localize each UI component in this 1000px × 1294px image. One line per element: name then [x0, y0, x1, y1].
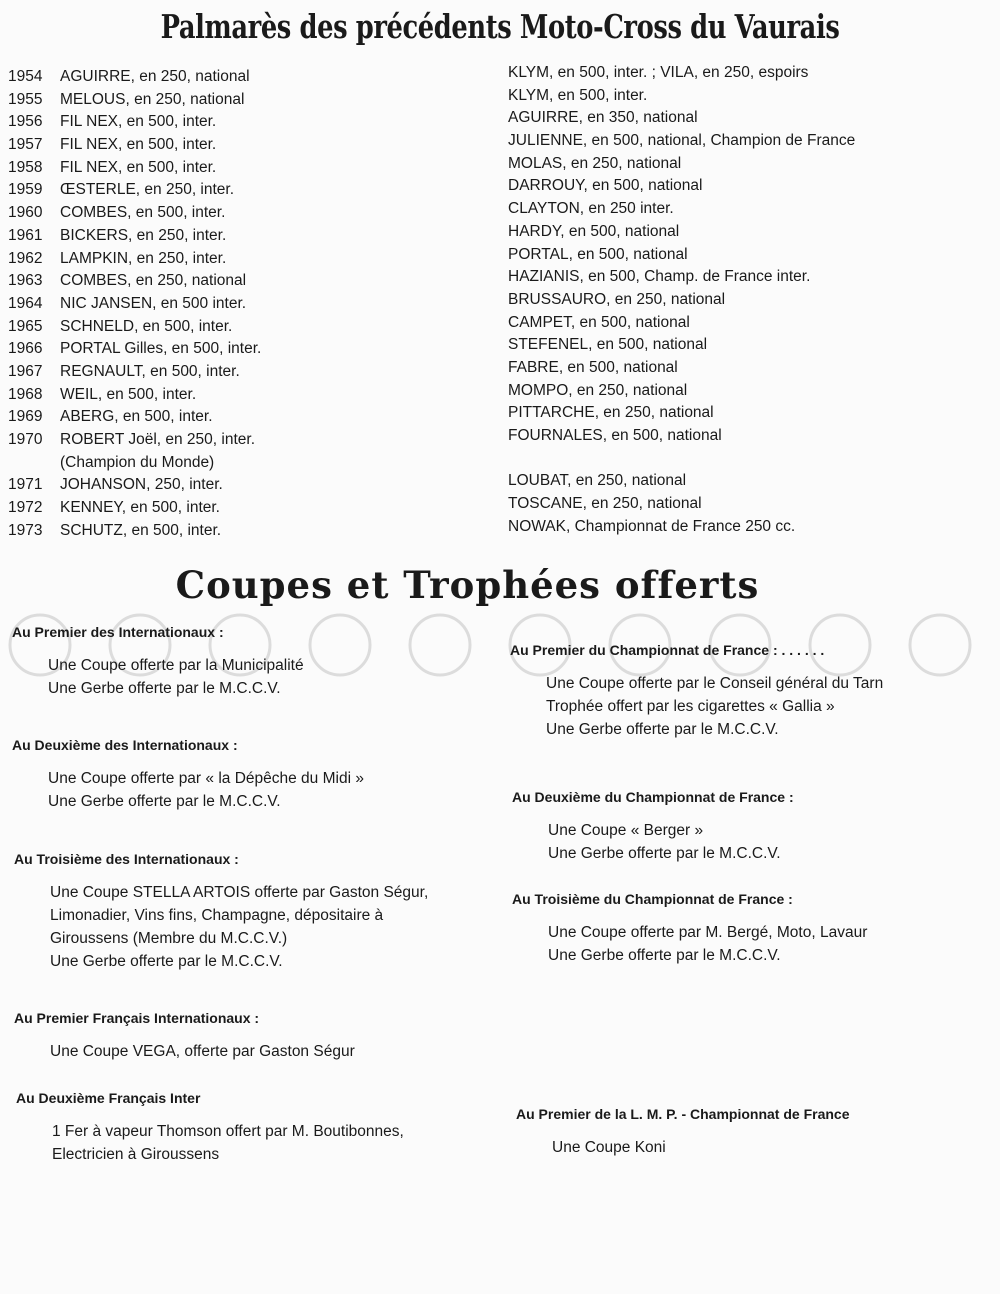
- palmares-row: [8, 157, 488, 180]
- palmares-entry: PORTAL Gilles, en 500, inter.: [60, 340, 262, 358]
- palmares-entry: PITTARCHE, en 250, national: [508, 404, 714, 422]
- palmares-entry: ROBERT Joël, en 250, inter.: [60, 431, 256, 448]
- trophy-item: Une Gerbe offerte par le M.C.C.V.: [548, 947, 781, 964]
- palmares-entry: KLYM, en 500, inter. ; VILA, en 250, espoirs: [508, 64, 809, 81]
- palmares-year: 1973: [8, 521, 43, 539]
- palmares-entry: AGUIRRE, en 250, national: [60, 68, 250, 85]
- trophy-heading: Au Premier Français Internationaux :: [14, 1010, 260, 1026]
- palmares-row: [8, 406, 488, 429]
- palmares-entry: ABERG, en 500, inter.: [60, 408, 213, 426]
- palmares-right-column: [508, 62, 968, 538]
- trophy-item: Une Coupe VEGA, offerte par Gaston Ségur: [50, 1043, 355, 1060]
- palmares-row: [8, 66, 488, 89]
- trophy-item: Une Gerbe offerte par le M.C.C.V.: [48, 793, 281, 810]
- trophy-section: [14, 849, 434, 973]
- palmares-row: [8, 111, 488, 134]
- palmares-entry: COMBES, en 500, inter.: [60, 204, 226, 222]
- trophy-item: Une Coupe offerte par le Conseil général du Tarn: [546, 675, 884, 692]
- palmares-row: [8, 202, 488, 225]
- palmares-row: [8, 179, 488, 202]
- trophy-heading: Au Troisième des Internationaux :: [14, 851, 239, 867]
- palmares-entry: WEIL, en 500, inter.: [60, 385, 197, 403]
- palmares-entry: CAMPET, en 500, national: [508, 313, 690, 331]
- trophy-section: [14, 1008, 484, 1063]
- trophy-section: [12, 735, 482, 813]
- palmares-spacer: [508, 448, 968, 471]
- palmares-year: 1959: [8, 181, 43, 199]
- palmares-year: 1955: [8, 90, 43, 108]
- palmares-entry: BRUSSAURO, en 250, national: [508, 290, 726, 308]
- palmares-entry: DARROUY, en 500, national: [508, 177, 703, 195]
- trophy-item: Une Coupe offerte par « la Dépêche du Midi »: [48, 770, 364, 787]
- palmares-entry: JULIENNE, en 500, national, Champion de France: [508, 132, 856, 150]
- palmares-entry: FIL NEX, en 500, inter.: [60, 158, 217, 176]
- trophy-section: [512, 889, 982, 967]
- palmares-left-column: [8, 66, 488, 542]
- palmares-entry: FABRE, en 500, national: [508, 358, 678, 376]
- palmares-row: [8, 429, 488, 452]
- page-title: Palmarès des précédents Moto-Cross du Vaurais: [160, 7, 840, 46]
- trophy-item: Une Gerbe offerte par le M.C.C.V.: [48, 680, 281, 697]
- palmares-entry: LAMPKIN, en 250, inter.: [60, 249, 227, 267]
- palmares-year: 1958: [8, 158, 43, 176]
- palmares-year: 1963: [8, 272, 43, 290]
- trophy-heading: Au Deuxième des Internationaux :: [12, 737, 238, 753]
- trophy-section: [512, 787, 982, 865]
- palmares-entry: JOHANSON, 250, inter.: [60, 476, 223, 494]
- trophy-section: [16, 1088, 436, 1166]
- palmares-entry: CLAYTON, en 250 inter.: [508, 200, 674, 218]
- palmares-year: 1967: [8, 362, 43, 380]
- palmares-entry: AGUIRRE, en 350, national: [508, 109, 698, 127]
- palmares-year: 1961: [8, 226, 43, 244]
- palmares-row: [8, 316, 488, 339]
- trophy-section: [510, 640, 930, 741]
- trophy-item: Une Gerbe offerte par le M.C.C.V.: [546, 721, 779, 738]
- palmares-entry: MELOUS, en 250, national: [60, 90, 245, 108]
- trophy-item: Une Gerbe offerte par le M.C.C.V.: [50, 953, 283, 970]
- trophy-item: Une Coupe offerte par la Municipalité: [48, 657, 304, 674]
- palmares-entry: SCHUTZ, en 500, inter.: [60, 521, 222, 539]
- palmares-entry: STEFENEL, en 500, national: [508, 336, 708, 354]
- palmares-row: [8, 384, 488, 407]
- palmares-row: [8, 89, 488, 112]
- trophy-item: Une Coupe offerte par M. Bergé, Moto, Lavaur: [548, 924, 868, 941]
- palmares-entry: SCHNELD, en 500, inter.: [60, 317, 233, 335]
- palmares-row: [8, 361, 488, 384]
- palmares-entry: PORTAL, en 500, national: [508, 245, 688, 263]
- palmares-year: 1957: [8, 136, 43, 154]
- palmares-entry: KLYM, en 500, inter.: [508, 86, 648, 104]
- trophy-section: [12, 622, 482, 700]
- palmares-row: [8, 452, 488, 475]
- palmares-entry: HAZIANIS, en 500, Champ. de France inter.: [508, 268, 811, 286]
- trophy-item: Une Coupe Koni: [552, 1139, 666, 1156]
- palmares-year: 1972: [8, 499, 43, 517]
- trophies-title: Coupes et Trophées offerts: [175, 563, 760, 607]
- palmares-entry: REGNAULT, en 500, inter.: [60, 362, 240, 380]
- palmares-row: [8, 520, 488, 543]
- trophy-item: Une Coupe « Berger »: [548, 822, 704, 839]
- palmares-row: [8, 248, 488, 271]
- palmares-row: [8, 293, 488, 316]
- palmares-entry: FIL NEX, en 500, inter.: [60, 113, 217, 131]
- palmares-entry: ŒSTERLE, en 250, inter.: [60, 181, 235, 199]
- palmares-entry: KENNEY, en 500, inter.: [60, 499, 220, 517]
- palmares-row: [8, 497, 488, 520]
- trophy-section: [516, 1104, 986, 1159]
- palmares-row: [8, 338, 488, 361]
- palmares-year: 1954: [8, 68, 43, 85]
- trophy-heading: Au Deuxième du Championnat de France :: [512, 789, 794, 805]
- palmares-entry: (Champion du Monde): [60, 453, 215, 471]
- palmares-year: 1969: [8, 408, 43, 426]
- trophy-item: Trophée offert par les cigarettes « Gallia »: [546, 698, 835, 715]
- palmares-entry: NIC JANSEN, en 500 inter.: [60, 294, 247, 312]
- trophy-heading: Au Premier des Internationaux :: [12, 624, 224, 640]
- trophy-item: 1 Fer à vapeur Thomson offert par M. Boutibonnes, Electricien à Giroussens: [52, 1123, 404, 1163]
- trophy-item: Une Coupe STELLA ARTOIS offerte par Gaston Ségur, Limonadier, Vins fins, Champagne, dépositaire à Giroussens (Membre du M.C.C.V.): [50, 884, 429, 947]
- palmares-entry: FOURNALES, en 500, national: [508, 427, 722, 444]
- palmares-year: 1968: [8, 385, 43, 403]
- palmares-entry: BICKERS, en 250, inter.: [60, 226, 227, 244]
- palmares-year: 1966: [8, 340, 43, 358]
- palmares-row: [8, 474, 488, 497]
- palmares-row: [8, 134, 488, 157]
- trophy-heading: Au Premier de la L. M. P. - Championnat de France: [516, 1106, 850, 1122]
- trophy-heading: Au Troisième du Championnat de France :: [512, 891, 793, 907]
- palmares-year: 1971: [8, 476, 43, 494]
- palmares-year: 1960: [8, 204, 43, 222]
- palmares-row: [8, 225, 488, 248]
- palmares-year: 1970: [8, 431, 43, 448]
- palmares-year: 1965: [8, 317, 43, 335]
- palmares-entry: FIL NEX, en 500, inter.: [60, 136, 217, 154]
- palmares-row: [8, 270, 488, 293]
- trophy-heading: Au Deuxième Français Inter: [16, 1090, 201, 1106]
- palmares-year: 1962: [8, 249, 43, 267]
- palmares-entry: MOLAS, en 250, national: [508, 154, 682, 172]
- palmares-entry: TOSCANE, en 250, national: [508, 495, 702, 513]
- trophy-item: Une Gerbe offerte par le M.C.C.V.: [548, 845, 781, 862]
- palmares-entry: NOWAK, Championnat de France 250 cc.: [508, 517, 796, 535]
- palmares-entry: COMBES, en 250, national: [60, 272, 247, 290]
- palmares-entry: LOUBAT, en 250, national: [508, 472, 687, 490]
- trophy-heading: Au Premier du Championnat de France : . . . . . .: [510, 642, 825, 658]
- palmares-year: 1956: [8, 113, 43, 131]
- palmares-year: 1964: [8, 294, 43, 312]
- palmares-entry: MOMPO, en 250, national: [508, 381, 688, 399]
- palmares-entry: HARDY, en 500, national: [508, 222, 680, 240]
